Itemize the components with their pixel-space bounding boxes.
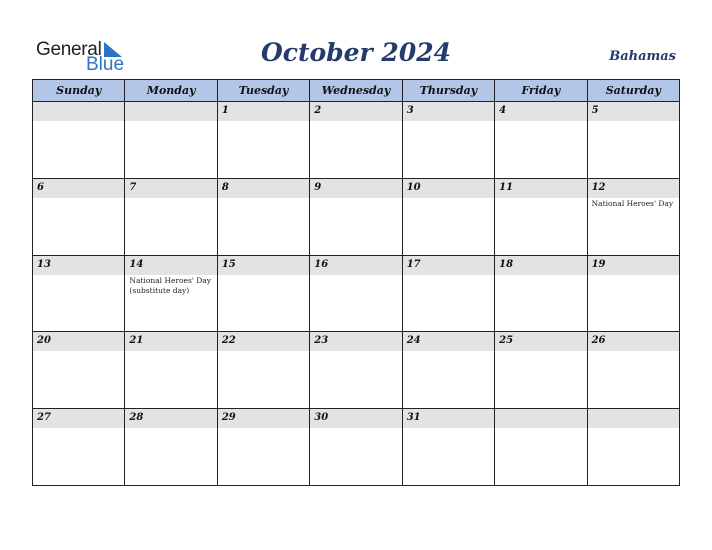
day-number: 19	[591, 258, 606, 270]
day-number: 18	[499, 258, 514, 270]
day-number: 25	[499, 335, 514, 347]
day-number: 2	[314, 105, 322, 116]
day-number: 4	[499, 105, 507, 116]
day-cell	[403, 179, 495, 256]
day-number-bar	[310, 179, 401, 198]
day-number: 12	[591, 181, 606, 193]
day-cell	[403, 102, 495, 179]
day-cell	[310, 409, 402, 486]
day-number-bar	[218, 102, 309, 121]
day-cell	[588, 409, 680, 486]
generalblue-logo	[36, 40, 136, 74]
day-number: 6	[37, 181, 44, 193]
day-cell	[495, 256, 587, 333]
day-cell	[33, 102, 125, 179]
calendar-title: October 2024	[260, 38, 452, 67]
day-number: 20	[37, 335, 51, 347]
day-cell	[33, 332, 125, 409]
day-number-bar	[588, 409, 679, 428]
day-cell	[588, 179, 680, 256]
logo-text-blue: Blue	[86, 54, 125, 75]
day-cell	[33, 256, 125, 333]
day-number: 14	[129, 258, 144, 270]
day-number-bar	[588, 102, 679, 121]
day-number-bar	[125, 102, 216, 121]
day-cell	[33, 179, 125, 256]
day-number-bar	[495, 409, 586, 428]
day-number-bar	[310, 102, 401, 121]
weekday-header: Thursday	[403, 80, 495, 102]
weekday-header: Friday	[495, 80, 587, 102]
weekday-header: Monday	[125, 80, 217, 102]
day-number: 13	[37, 258, 51, 270]
day-number: 23	[314, 335, 329, 347]
day-number-bar	[33, 179, 124, 198]
day-cell	[310, 102, 402, 179]
weekday-header: Saturday	[588, 80, 680, 102]
day-cell	[218, 409, 310, 486]
day-number-bar	[218, 179, 309, 198]
day-cell	[403, 409, 495, 486]
day-cell	[495, 409, 587, 486]
day-cell	[403, 332, 495, 409]
day-number: 11	[499, 181, 514, 193]
day-number: 15	[221, 258, 236, 270]
country-label: Bahamas	[609, 49, 676, 64]
day-number: 28	[129, 412, 144, 424]
day-cell	[588, 256, 680, 333]
day-number: 8	[221, 181, 229, 193]
day-cell	[588, 332, 680, 409]
day-cell	[218, 332, 310, 409]
weekday-header: Tuesday	[218, 80, 310, 102]
day-number: 30	[314, 412, 329, 424]
day-cell	[218, 256, 310, 333]
day-cell	[33, 409, 125, 486]
calendar-grid	[32, 79, 680, 486]
holiday-event: National Heroes' Day	[591, 198, 674, 208]
logo-text-general: General	[36, 39, 102, 60]
day-number-bar	[125, 179, 216, 198]
day-cell	[125, 102, 217, 179]
day-cell	[125, 409, 217, 486]
day-cell	[125, 256, 217, 333]
day-number: 3	[406, 105, 414, 116]
day-number: 31	[406, 412, 421, 424]
day-cell	[125, 332, 217, 409]
day-number: 10	[406, 181, 421, 193]
weekday-header: Wednesday	[310, 80, 402, 102]
day-number-bar	[403, 102, 494, 121]
day-cell	[495, 102, 587, 179]
holiday-event: National Heroes' Day (substitute day)	[129, 275, 212, 295]
day-number: 27	[37, 412, 51, 424]
day-number: 7	[129, 181, 137, 193]
day-cell	[310, 332, 402, 409]
day-cell	[403, 256, 495, 333]
day-cell	[495, 332, 587, 409]
day-cell	[125, 179, 217, 256]
day-cell	[218, 102, 310, 179]
day-number: 9	[314, 181, 322, 193]
day-number: 22	[221, 335, 236, 347]
weekday-header: Sunday	[33, 80, 125, 102]
day-number: 16	[314, 258, 329, 270]
day-cell	[495, 179, 587, 256]
day-number: 29	[221, 412, 236, 424]
day-number: 5	[591, 105, 599, 116]
day-cell	[218, 179, 310, 256]
day-cell	[310, 256, 402, 333]
day-number: 21	[129, 335, 144, 347]
day-number: 26	[591, 335, 606, 347]
day-cell	[310, 179, 402, 256]
day-number: 24	[406, 335, 421, 347]
day-number-bar	[33, 102, 124, 121]
day-cell	[588, 102, 680, 179]
day-number: 17	[406, 258, 421, 270]
day-number-bar	[495, 102, 586, 121]
day-number: 1	[221, 105, 229, 116]
